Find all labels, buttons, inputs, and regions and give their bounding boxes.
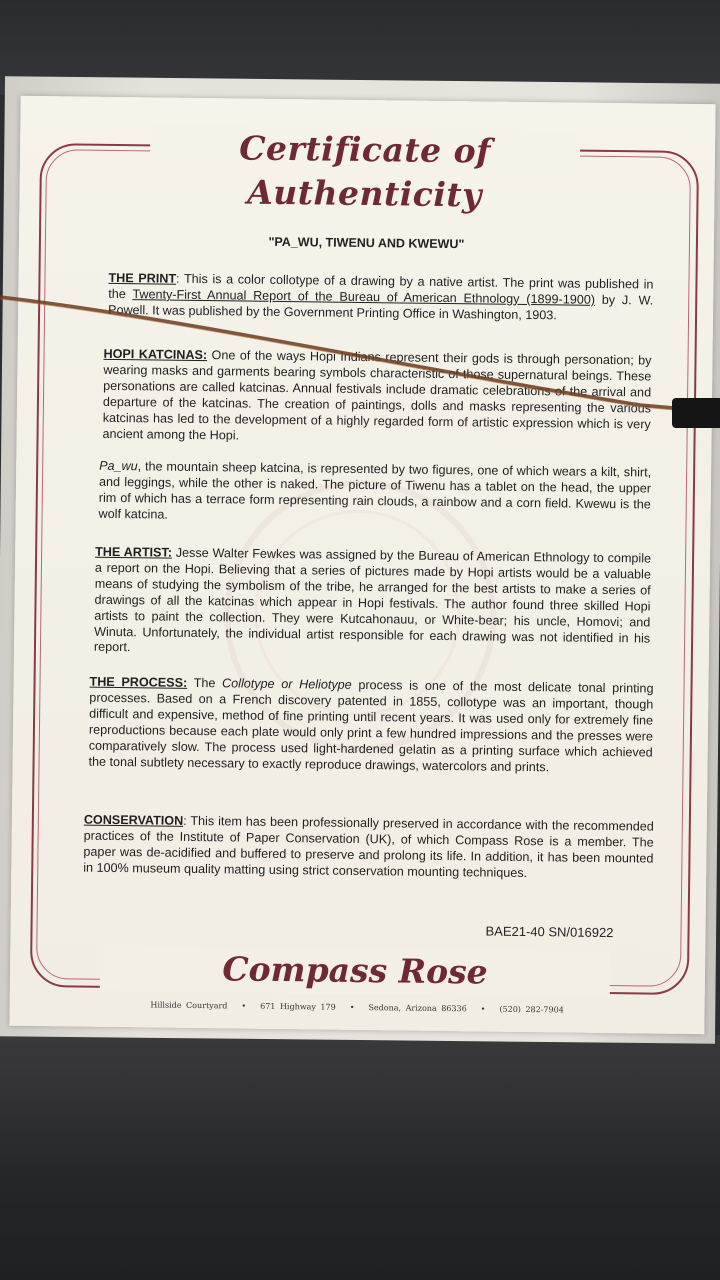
address-line: 671 Highway 179 — [260, 1001, 336, 1012]
section-pawu — [99, 459, 652, 529]
section-the-process — [88, 675, 653, 777]
katcina-name: Pa_wu — [99, 458, 138, 474]
separator-dot: • — [241, 1001, 247, 1011]
section-text: Jesse Walter Fewkes was assigned by the Bureau of American Ethnology to compile a report on the Hopi. Believing that a series of pictures made by Hopi artists would be a valuable means of studying the symbolism of the tribe, he arranged for the best artists to make a series of drawings of all the katcinas which appear in Hopi festivals. The author found three skilled Hopi artists to paint the collection. They were Kutcahonauu, or White-bear; his uncle, Homovi; and Winuta. Unfortunately, the individual artist responsible for each drawing was not identified in his report. — [93, 545, 652, 655]
report-title: Twenty-First Annual Report of the Bureau of American Ethnology (1899-1900) — [132, 287, 596, 307]
section-conservation — [83, 813, 654, 884]
section-text: One of the ways Hopi Indians represent their gods is through personation; by wearing masks and garments bearing symbols characteristic of those supernatural beings. These personations are called katcinas. Annual festivals include dramatic celebrations of the arrival and departure of the katcinas. The creation of paintings, dolls and masks representing the various katcinas has led to the development of a highly regarded form of artistic expression which is very ancient among the Hopi. — [102, 348, 652, 443]
process-name: Collotype or Heliotype — [222, 676, 352, 692]
print-subtitle: "PA_WU, TIWENU AND KWEWU" — [268, 234, 465, 252]
section-text: process is one of the most delicate tonal printing processes. Based on a French discovery patented in 1855, collotype was an important, though difficult and expensive, method of fine printing until recent years. It was used only for extremely fine reproductions because each plate would only print a few hundred impressions and the presses were comparatively slow. The process used light-hardened gelatin as a printing surface which achieved the tonal subtlety necessary to exactly reproduce drawings, watercolors and prints. — [88, 677, 654, 774]
background-table — [0, 1035, 720, 1280]
address-line: Sedona, Arizona 86336 — [368, 1003, 467, 1014]
separator-dot: • — [349, 1002, 355, 1012]
serial-number: BAE21-40 SN/016922 — [485, 923, 614, 941]
address-footer — [10, 999, 705, 1016]
section-heading: CONSERVATION — [83, 812, 184, 828]
section-text: : This item has been professionally preserved in accordance with the recommended practices of the Institute of Paper Conservation (UK), of which Compass Rose is a member. The paper was de-acidified and buffered to preserve and prolong its life. In addition, it has been mounted in 100% museum quality matting using strict conservation mounting techniques. — [83, 813, 654, 880]
compass-rose-logo: Compass Rose — [222, 949, 488, 992]
logo-banner — [100, 945, 611, 997]
separator-dot: • — [480, 1004, 486, 1014]
section-text: The — [187, 675, 223, 691]
certificate-paper — [9, 96, 715, 1034]
section-heading: THE PROCESS: — [89, 674, 188, 690]
section-the-print — [108, 271, 654, 325]
certificate-title: Certificate of Authenticity — [239, 128, 492, 215]
section-heading: THE PRINT — [108, 270, 177, 286]
address-line: Hillside Courtyard — [150, 1000, 228, 1011]
section-text: , the mountain sheep katcina, is represented by two figures, one of which wears a kilt, shirt, and leggings, while the other is naked. The picture of Tiwenu has a tablet on the head, the upper rim of which has a terrace form representing rain clouds, a rainbow and a corn field. Kwewu is the wolf katcina. — [98, 459, 652, 522]
section-heading: HOPI KATCINAS: — [103, 346, 208, 363]
section-heading: THE ARTIST: — [95, 544, 173, 560]
title-banner — [150, 125, 581, 215]
section-text: by J. W. Powell. It was published by the Government Printing Office in Washington, 1903. — [108, 292, 654, 323]
phone-number: (520) 282-7904 — [499, 1004, 564, 1015]
section-text: : This is a color collotype of a drawing by a native artist. The print was published in the — [108, 271, 654, 302]
section-the-artist — [94, 545, 651, 663]
cable-clip — [672, 398, 720, 428]
section-hopi-katcinas — [102, 347, 651, 449]
